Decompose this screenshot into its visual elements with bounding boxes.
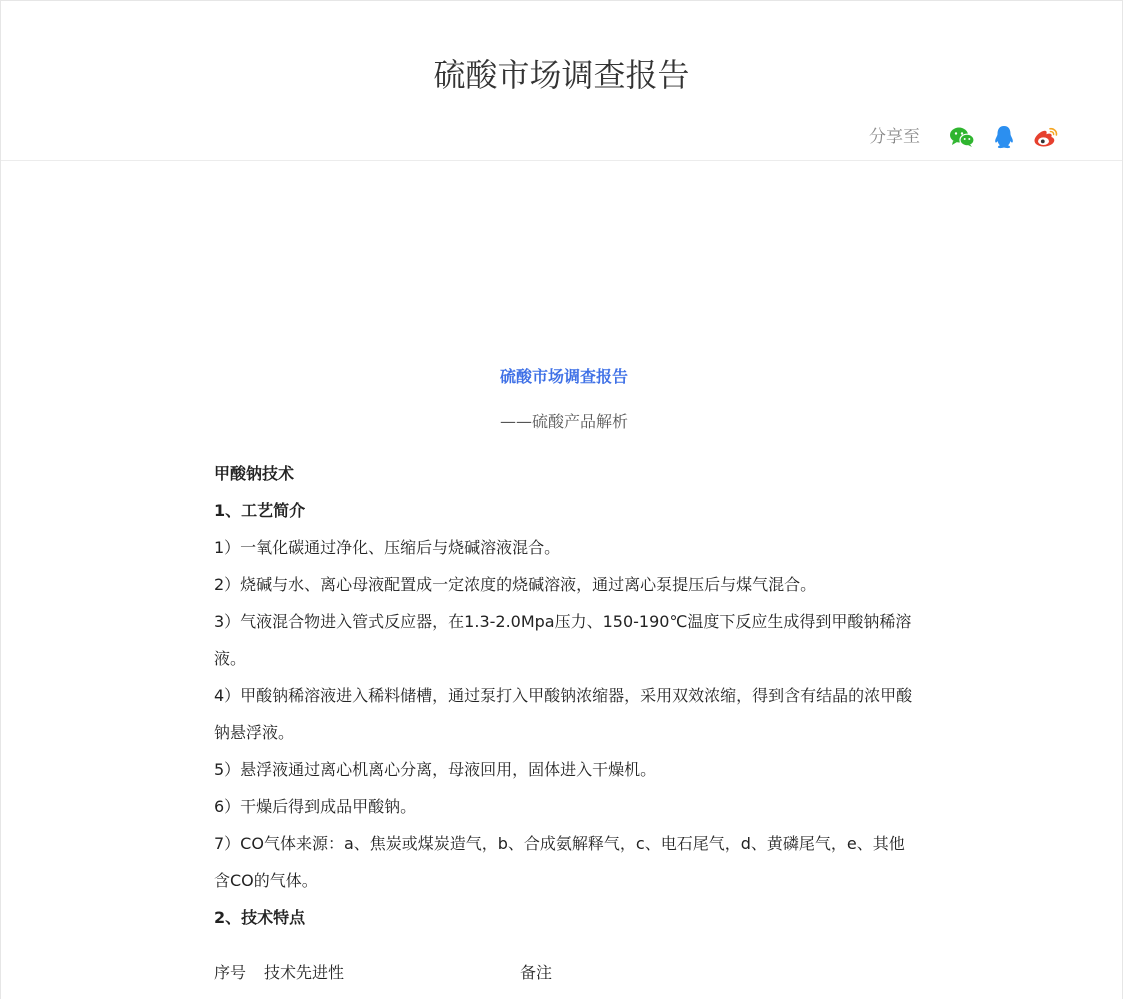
article-title: 硫酸市场调查报告 [499, 367, 628, 386]
article-heading: 甲酸钠技术 [214, 464, 295, 483]
section-heading: 1、工艺简介 [214, 501, 306, 520]
share-label: 分享至 [869, 127, 920, 147]
page-title: 硫酸市场调查报告 [433, 56, 690, 94]
share-qq-button[interactable] [990, 123, 1018, 151]
weibo-icon [1033, 126, 1059, 148]
paragraph: 4）甲酸钠稀溶液进入稀料储槽，通过泵打入甲酸钠浓缩器，采用双效浓缩，得到含有结晶的浓甲酸钠悬浮液。 [214, 686, 913, 742]
paragraph: 5）悬浮液通过离心机离心分离，母液回用，固体进入干燥机。 [214, 760, 657, 779]
page-header [1, 1, 1122, 161]
paragraph: 1）一氧化碳通过净化、压缩后与烧碱溶液混合。 [214, 538, 561, 557]
article-subtitle: ——硫酸产品解析 [499, 412, 628, 431]
paragraph: 7）CO气体来源：a、焦炭或煤炭造气，b、合成氨解释气，c、电石尾气，d、黄磷尾气，e、其他含CO的气体。 [214, 834, 905, 890]
table-header-cell: 序号 [214, 963, 247, 982]
paragraph: 2）烧碱与水、离心母液配置成一定浓度的烧碱溶液，通过离心泵提压后与煤气混合。 [214, 575, 817, 594]
paragraph: 6）干燥后得到成品甲酸钠。 [214, 797, 417, 816]
qq-icon [993, 125, 1015, 149]
share-weibo-button[interactable] [1032, 123, 1060, 151]
wechat-icon [949, 126, 975, 148]
share-bar [869, 123, 1060, 151]
article-body [214, 455, 914, 936]
section-heading: 2、技术特点 [214, 908, 306, 927]
table-header-cell: 技术先进性 [264, 963, 345, 982]
paragraph: 3）气液混合物进入管式反应器，在1.3-2.0Mpa压力、150-190℃温度下反应生成得到甲酸钠稀溶液。 [214, 612, 912, 668]
share-wechat-button[interactable] [948, 123, 976, 151]
table-header [214, 961, 914, 985]
table-header-cell: 备注 [520, 963, 553, 982]
